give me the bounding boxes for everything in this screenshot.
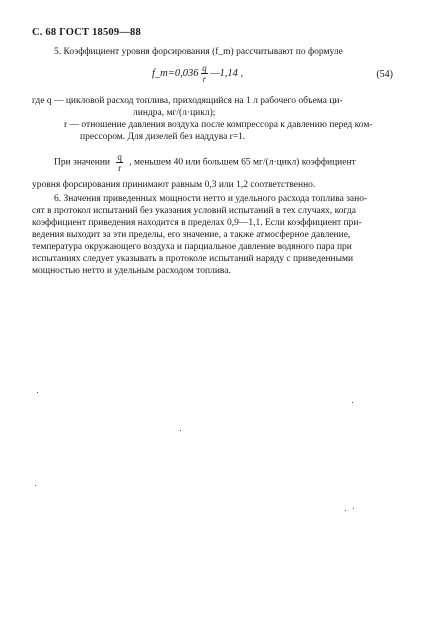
where-line-2: линдра, мг/(л·цикл);: [133, 108, 216, 118]
formula-lhs: f_m: [152, 67, 168, 79]
para6-line-4: ведения выходит за эти пределы, его значение, а также атмосферное давление,: [32, 230, 351, 240]
para6-line-7: мощностью нетто и удельным расходом топлива.: [32, 266, 231, 276]
scan-speck: [180, 430, 181, 431]
page-header: С. 68 ГОСТ 18509—88: [32, 27, 141, 38]
formula-fraction: [201, 63, 208, 84]
formula-coef: =0,036: [167, 67, 199, 79]
q-range-denominator: r: [118, 163, 122, 173]
q-range-fraction: [116, 152, 123, 173]
q-range-numerator: q: [117, 152, 122, 162]
scan-speck: [35, 485, 36, 486]
q-range-suffix: , меньшем 40 или большем 65 мг/(л·цикл) коэффициент: [129, 157, 356, 168]
scan-speck: [353, 508, 354, 509]
para6-line-1: 6. Значения приведенных мощности нетто и удельного расхода топлива зано-: [54, 194, 368, 204]
q-range-prefix: При значении: [54, 157, 110, 168]
para6-line-2: сят в протокол испытаний без указания условий испытаний в тех случаях, когда: [32, 206, 356, 216]
formula-denominator: r: [202, 74, 207, 84]
where-line-4: прессором. Для дизелей без наддува r=1.: [80, 132, 246, 142]
formula-numerator: q: [202, 63, 207, 73]
paragraph-5: 5. Коэффициент уровня форсирования (f_m) рассчитывают по формуле: [54, 47, 343, 57]
para6-line-5: температура окружающего воздуха и парциальное давление водяного пара при: [32, 242, 352, 252]
para6-line-3: коэффициент приведения находится в пределах 0,9—1,1. Если коэффициент при-: [32, 218, 362, 228]
para6-line-6: испытаниях следует указывать в протоколе испытаний наряду с приведенными: [32, 254, 354, 264]
q-range-line: [54, 152, 356, 173]
scan-speck: [352, 402, 353, 403]
scan-speck: [37, 392, 38, 393]
equation-number: (54): [376, 69, 393, 80]
where-line-1: где q — цикловой расход топлива, приходящийся на 1 л рабочего объема ци-: [32, 96, 343, 106]
q-range-line-2: уровня форсирования принимают равным 0,3 или 1,2 соответственно.: [32, 180, 316, 190]
scan-speck: [345, 510, 346, 511]
formula-54: [152, 63, 243, 84]
formula-rest: —1,14 ,: [210, 67, 244, 79]
where-line-3: r — отношение давления воздуха после компрессора к давлению перед ком-: [64, 120, 373, 130]
